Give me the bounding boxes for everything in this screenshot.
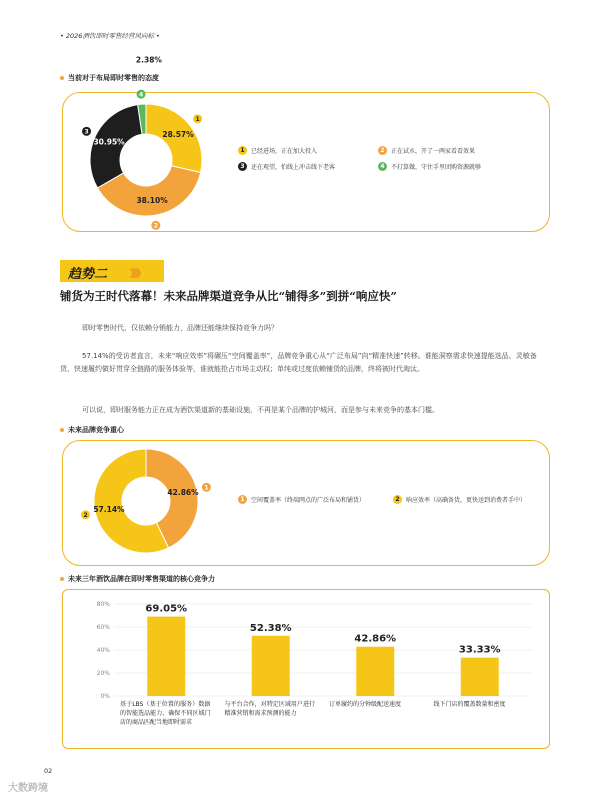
trend-tag-text: 趋势二 bbox=[68, 267, 108, 282]
bar-value-label: 42.86% bbox=[354, 633, 397, 645]
bar bbox=[461, 658, 499, 696]
slice-value-label: 28.57% bbox=[162, 129, 194, 139]
slice-number-text: 1 bbox=[204, 484, 209, 492]
section-title-text: 未来三年酒饮品牌在即时零售渠道的核心竞争力 bbox=[68, 575, 215, 583]
legend-item-1 bbox=[238, 495, 393, 504]
legend-number-3: 3 bbox=[238, 162, 247, 171]
section-title-attitude bbox=[60, 73, 159, 83]
bar bbox=[147, 617, 185, 696]
legend-label: 空间覆盖率（终端网点的广泛布局和铺货） bbox=[251, 497, 366, 504]
legend-item-3 bbox=[238, 162, 378, 171]
chevrons-icon: 》》》 bbox=[130, 269, 144, 280]
legend-number-1: 1 bbox=[238, 495, 247, 504]
paragraph-1: 即时零售时代，仅依赖分销能力，品牌还能继续保持竞争力吗？ bbox=[82, 324, 278, 332]
legend-item-2 bbox=[378, 146, 475, 155]
bar bbox=[356, 647, 394, 696]
slice-value-label: 42.86% bbox=[167, 488, 199, 498]
y-tick-label: 40% bbox=[96, 647, 110, 654]
competition-legend bbox=[238, 495, 526, 504]
legend-label: 不打算做，守住手里团购资源就够 bbox=[391, 164, 482, 171]
bar-value-label: 33.33% bbox=[458, 644, 501, 656]
y-tick-label: 80% bbox=[96, 601, 110, 608]
legend-item-2 bbox=[393, 495, 526, 504]
slice-value-label: 30.95% bbox=[93, 137, 125, 147]
section-title-competition-focus bbox=[60, 425, 124, 435]
legend-label: 响应效率（高确备货，更快送到消费者手中） bbox=[406, 497, 527, 504]
slice-value-label: 38.10% bbox=[136, 196, 168, 206]
y-tick-label: 0% bbox=[100, 693, 110, 700]
legend-number-4: 4 bbox=[378, 162, 387, 171]
legend-label: 正在试水，开了一两家看看效果 bbox=[391, 148, 476, 155]
competition-donut-chart bbox=[62, 440, 232, 566]
legend-item-1 bbox=[238, 146, 378, 155]
category-label: 与平台合作，对特定区域用户进行精准营销和需求预测的能力 bbox=[224, 701, 315, 717]
section-title-text: 当前对于布局即时零售的态度 bbox=[68, 74, 159, 82]
trend-headline: 铺货为王时代落幕！未来品牌渠道竞争从比“铺得多”到拼“响应快” bbox=[60, 289, 397, 303]
y-tick-label: 20% bbox=[96, 670, 110, 677]
bullet-dot-icon bbox=[60, 428, 64, 432]
legend-label: 已经进场，正在加大投入 bbox=[251, 148, 318, 155]
category-label: 线下门店的覆盖数量和密度 bbox=[433, 701, 506, 708]
watermark-logo: 大数跨境 bbox=[8, 783, 48, 794]
legend-item-4 bbox=[378, 162, 481, 171]
category-label: 订单履约的分钟级配送速度 bbox=[329, 701, 402, 708]
slice-number-text: 1 bbox=[195, 116, 200, 124]
bar bbox=[252, 636, 290, 696]
bar-value-label: 52.38% bbox=[249, 622, 292, 634]
bar-value-label: 69.05% bbox=[145, 603, 188, 615]
slice-number-text: 3 bbox=[84, 128, 89, 136]
category-label: 基于LBS（基于位置的服务）数据的智能选品能力，确保不同区域门店的商品匹配当地即时需求 bbox=[120, 701, 211, 726]
running-header: • 2026酒饮即时零售经营风向标 • bbox=[60, 32, 160, 40]
attitude-legend bbox=[238, 146, 538, 171]
slice-number-text: 4 bbox=[138, 91, 144, 99]
bullet-dot-icon bbox=[60, 76, 64, 80]
slice-value-label: 57.14% bbox=[93, 504, 125, 514]
legend-number-2: 2 bbox=[378, 146, 387, 155]
slice-number-text: 2 bbox=[83, 511, 88, 519]
trend-tag bbox=[60, 260, 164, 282]
paragraph-3: 可以说，即时服务能力正在成为酒饮渠道新的基础设施，不再是某个品牌的护城河，而是参与未来竞争的基本门槛。 bbox=[82, 406, 439, 414]
bullet-dot-icon bbox=[60, 577, 64, 581]
legend-label: 还在观望，怕线上冲击线下老客 bbox=[251, 164, 336, 171]
section-title-core-competence bbox=[60, 574, 215, 584]
section-title-text: 未来品牌竞争重心 bbox=[68, 426, 124, 434]
paragraph-2: 57.14%的受访者直言，未来“响应效率”将碾压“空间覆盖率”，品牌竞争重心从“广泛布局”向“精准快速”转移。谁能洞察需求快速提能选品、灵敏备货、快速履约做好贯穿全链路的服务体验等，谁就能抢占市场主动权；单纯或过度依赖铺货的品牌，终将被时代淘汰。 bbox=[60, 352, 537, 373]
legend-number-1: 1 bbox=[238, 146, 247, 155]
core-competence-bar-chart bbox=[62, 589, 550, 749]
slice-number-text: 2 bbox=[153, 222, 158, 230]
slice-value-label: 2.38% bbox=[135, 55, 162, 65]
legend-number-2: 2 bbox=[393, 495, 402, 504]
y-tick-label: 60% bbox=[96, 624, 110, 631]
page-number: 02 bbox=[44, 767, 53, 775]
